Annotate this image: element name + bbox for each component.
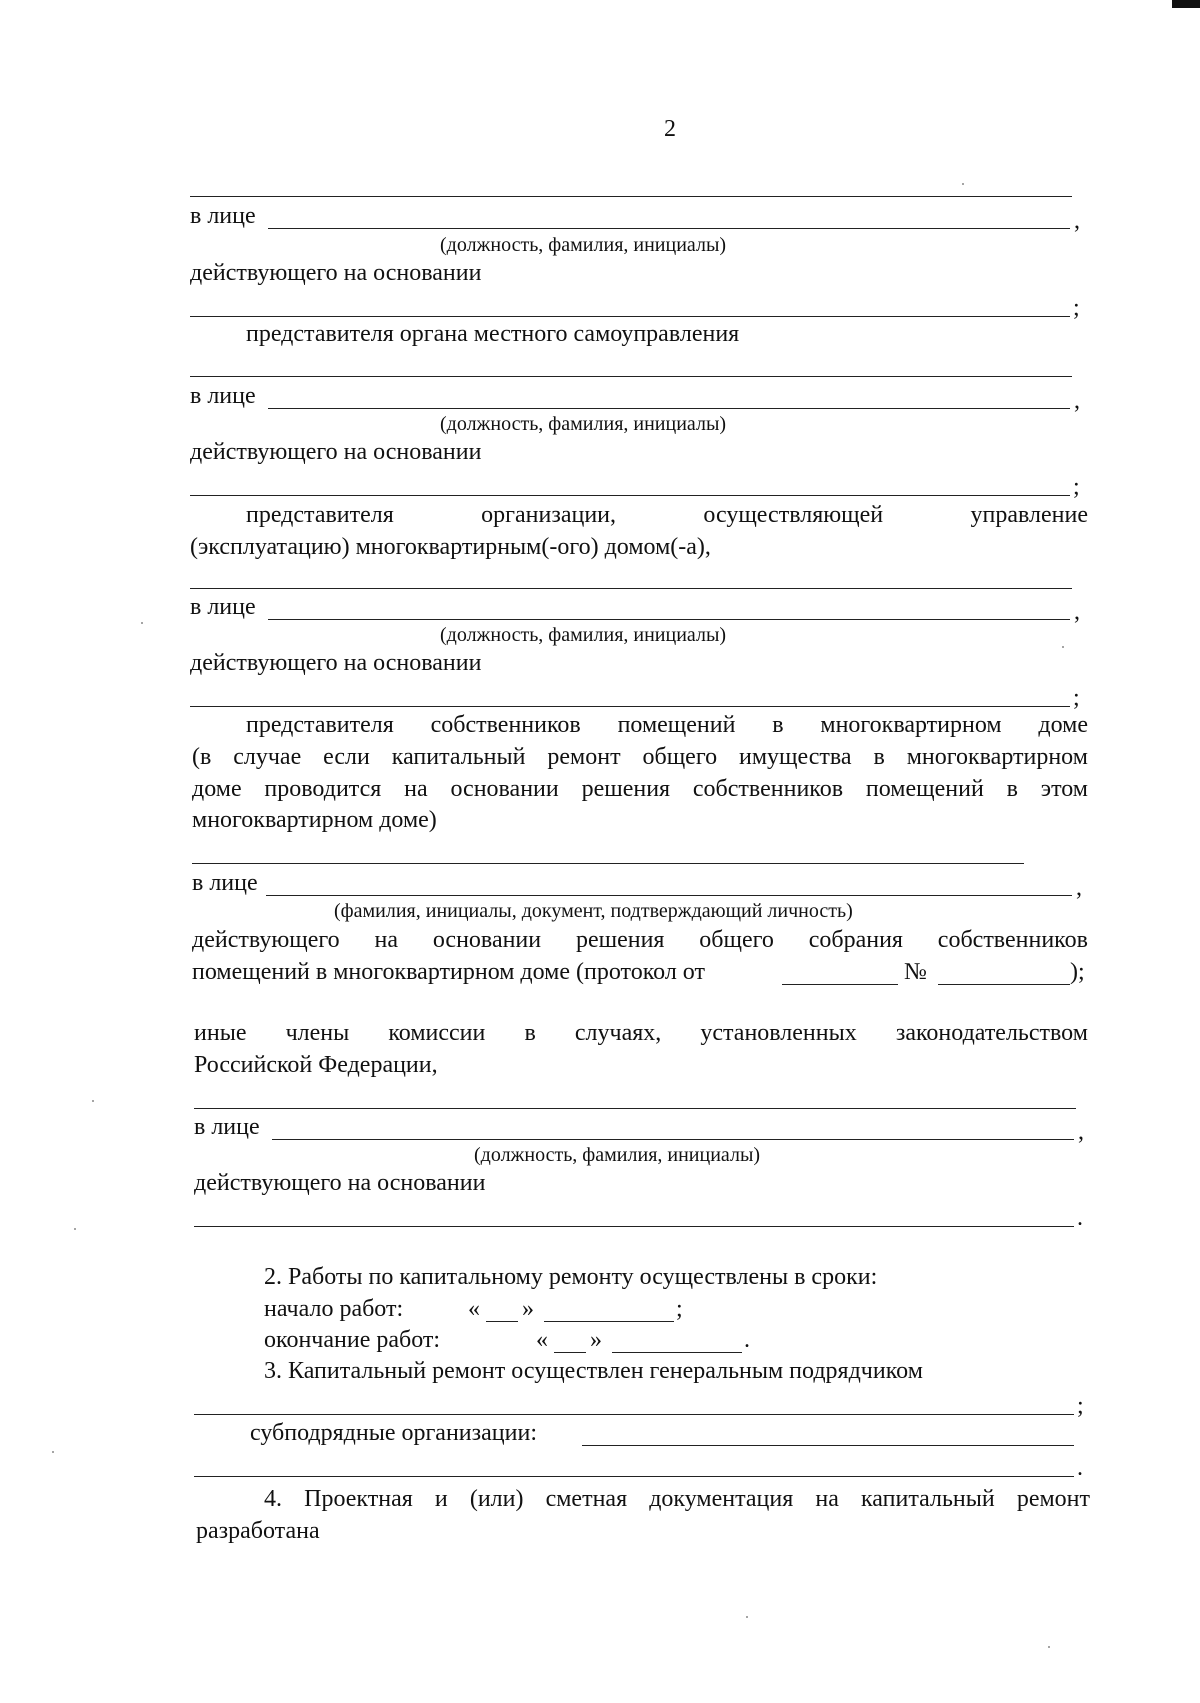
blank-line — [266, 895, 1072, 896]
blank-line — [612, 1352, 742, 1353]
blank-line — [192, 863, 1024, 864]
blank-line — [582, 1445, 1074, 1446]
acting-basis-label: действующего на основании — [190, 650, 482, 676]
blank-line — [190, 196, 1072, 197]
other-members-line1: иные члены комиссии в случаях, установленных законодательством — [194, 1020, 1088, 1046]
semicolon: ; — [1073, 474, 1080, 500]
blank-line — [190, 376, 1072, 377]
acting-basis-label: действующего на основании — [190, 260, 482, 286]
comma: , — [1074, 208, 1080, 234]
other-members-line2: Российской Федерации, — [194, 1052, 438, 1078]
caption-official: (должность, фамилия, инициалы) — [440, 234, 727, 256]
owners-rep-line1: представителя собственников помещений в многоквартирном доме — [246, 712, 1088, 738]
blank-line — [194, 1108, 1076, 1109]
v-lice-label: в лице — [190, 594, 256, 620]
acting-basis-label: действующего на основании — [194, 1170, 486, 1196]
v-lice-label: в лице — [194, 1114, 260, 1140]
caption-official: (должность, фамилия, инициалы) — [440, 413, 727, 435]
period: . — [744, 1327, 750, 1353]
owners-basis-line2: помещений в многоквартирном доме (протокол от — [192, 959, 705, 985]
blank-line — [272, 1139, 1074, 1140]
semicolon: ; — [676, 1296, 683, 1322]
local-government-label: представителя органа местного самоуправления — [246, 321, 740, 347]
item4-line2: разработана — [196, 1518, 320, 1544]
owners-rep-line2: (в случае если капитальный ремонт общего имущества в многоквартирном — [192, 744, 1088, 770]
period: . — [1077, 1455, 1083, 1481]
period: . — [1077, 1205, 1083, 1231]
owners-basis-end: ); — [1070, 959, 1085, 985]
item2-title: 2. Работы по капитальному ремонту осуществлены в сроки: — [264, 1264, 878, 1290]
comma: , — [1078, 1119, 1084, 1145]
blank-line — [194, 1226, 1074, 1227]
owners-basis-line1: действующего на основании решения общего собрания собственников — [192, 927, 1088, 953]
management-org-line1: представителя организации, осуществляющей управление — [246, 502, 1088, 528]
acting-basis-label: действующего на основании — [190, 439, 482, 465]
comma: , — [1074, 599, 1080, 625]
blank-line — [194, 1476, 1074, 1477]
comma: , — [1076, 875, 1082, 901]
blank-line — [190, 588, 1072, 589]
semicolon: ; — [1077, 1393, 1084, 1419]
scan-speck — [74, 1228, 76, 1230]
caption-official: (должность, фамилия, инициалы) — [440, 624, 727, 646]
caption-person: (фамилия, инициалы, документ, подтверждающий личность) — [334, 900, 853, 922]
blank-line — [190, 316, 1070, 317]
quote-close: » — [590, 1327, 602, 1353]
blank-line — [190, 495, 1070, 496]
scan-speck — [1062, 646, 1064, 648]
blank-line — [268, 619, 1070, 620]
blank-line — [554, 1352, 586, 1353]
scan-speck — [92, 1100, 94, 1102]
blank-line — [782, 984, 898, 985]
owners-rep-line3: доме проводится на основании решения собственников помещений в этом — [192, 776, 1088, 802]
page-number: 2 — [664, 116, 676, 142]
blank-line — [544, 1321, 674, 1322]
semicolon: ; — [1073, 295, 1080, 321]
blank-line — [190, 706, 1070, 707]
quote-open: « — [468, 1296, 480, 1322]
end-label: окончание работ: — [264, 1327, 441, 1353]
v-lice-label: в лице — [190, 383, 256, 409]
start-label: начало работ: — [264, 1296, 404, 1322]
blank-line — [268, 408, 1070, 409]
comma: , — [1074, 388, 1080, 414]
blank-line — [938, 984, 1070, 985]
blank-line — [486, 1321, 518, 1322]
owners-rep-line4: многоквартирном доме) — [192, 807, 437, 833]
item3-title: 3. Капитальный ремонт осуществлен генеральным подрядчиком — [264, 1358, 923, 1384]
scan-speck — [962, 183, 964, 185]
quote-close: » — [522, 1296, 534, 1322]
number-sign: № — [904, 959, 927, 985]
scan-speck — [1048, 1646, 1050, 1648]
quote-open: « — [536, 1327, 548, 1353]
v-lice-label: в лице — [190, 203, 256, 229]
v-lice-label: в лице — [192, 870, 258, 896]
blank-line — [194, 1414, 1074, 1415]
scan-edge-mark — [1172, 0, 1200, 8]
scan-speck — [141, 622, 143, 624]
management-org-line2: (эксплуатацию) многоквартирным(-ого) домом(-а), — [190, 534, 711, 560]
scan-speck — [746, 1616, 748, 1618]
item4-line1: 4. Проектная и (или) сметная документация на капитальный ремонт — [264, 1486, 1090, 1512]
scan-speck — [52, 1451, 54, 1453]
subcontractors-label: субподрядные организации: — [250, 1420, 537, 1446]
blank-line — [268, 228, 1070, 229]
semicolon: ; — [1073, 685, 1080, 711]
caption-official: (должность, фамилия, инициалы) — [474, 1144, 761, 1166]
